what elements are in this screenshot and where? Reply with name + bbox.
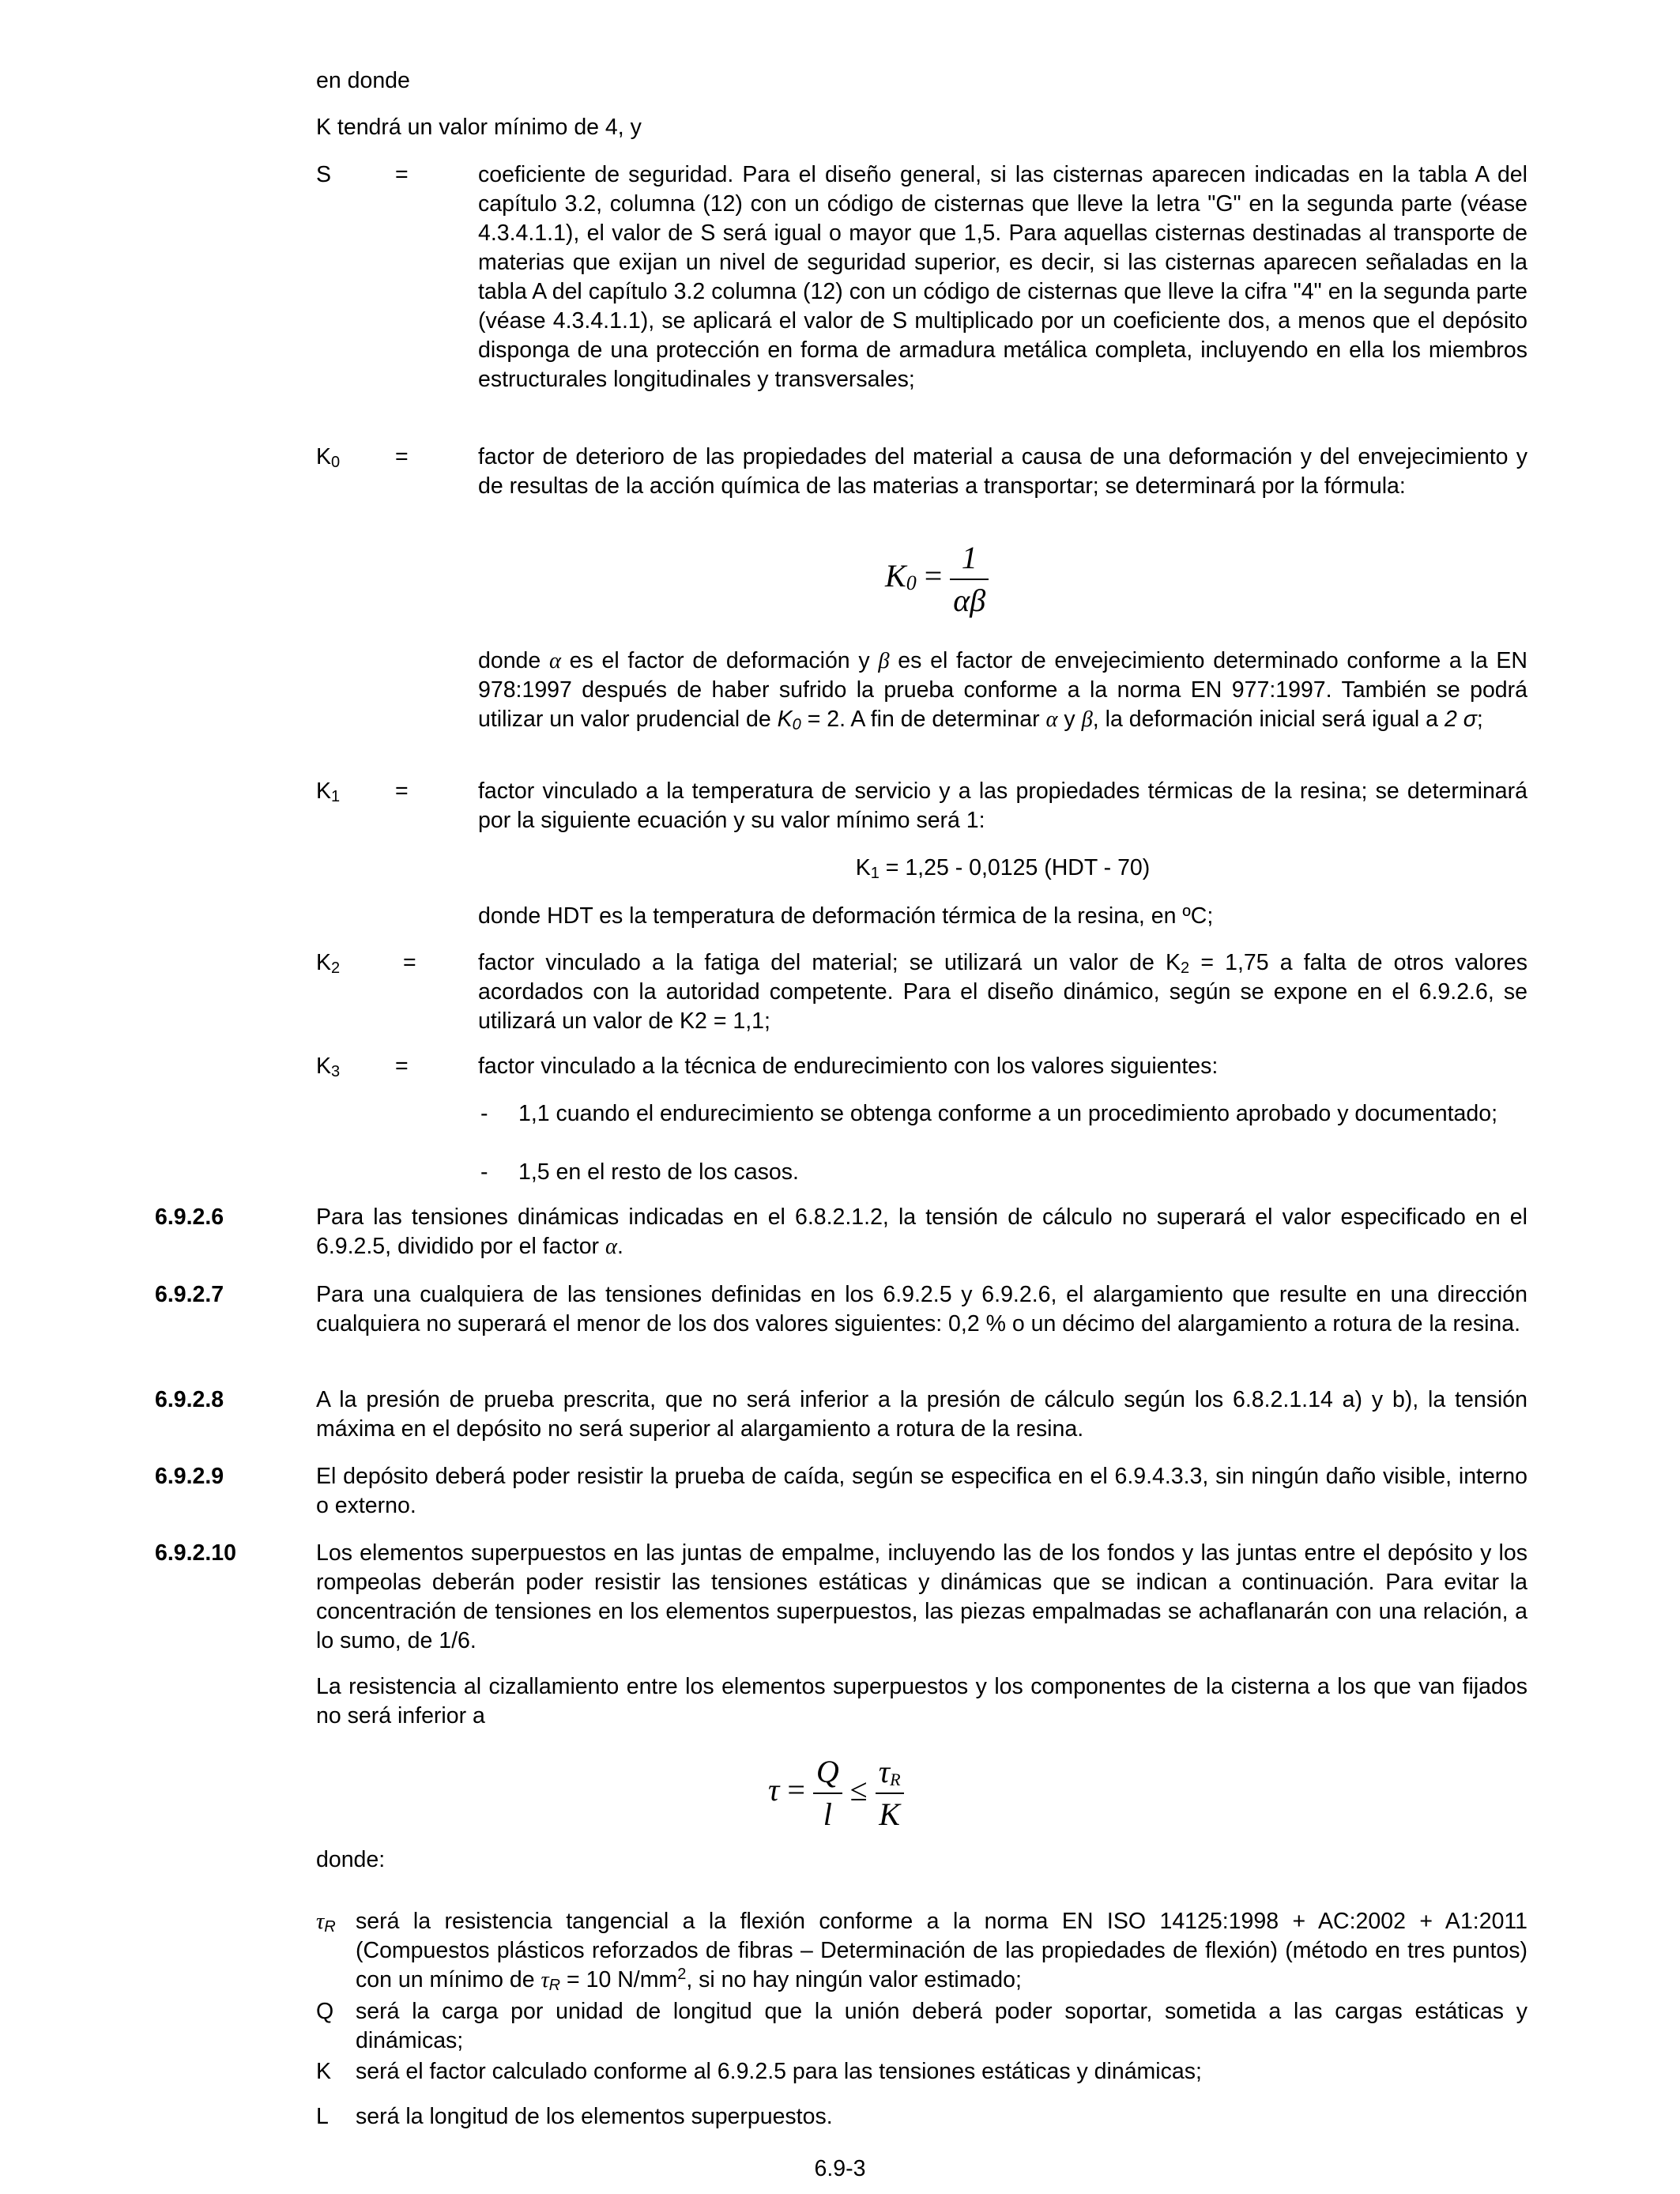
formula-shear: τ = $\frac{Q}{l}$ ≤ $\frac{\tau_R}{K}$ [768,1751,904,1835]
def-equals-k0: = [395,444,409,469]
bullet-dash: - [480,1101,488,1126]
def-symbol-l: L [316,2104,329,2129]
section-number-6928: 6.9.2.8 [155,1387,224,1412]
def-text-q: será la carga por unidad de longitud que la unión deberá poder soportar, sometida a las cargas estáticas y dinámicas; [356,1999,1527,2053]
def-symbol-k0: $K_0$ [316,444,341,471]
def-text-l: será la longitud de los elementos superpuestos. [356,2104,833,2129]
def-symbol-k2: $K_2$ [316,950,341,977]
def-symbol-k3: $K_3$ [316,1054,341,1080]
section-text-6926: Para las tensiones dinámicas indicadas en el 6.8.2.1.2, la tensión de cálculo no superará el valor especificado en el 6.9.2.5, dividido por el factor α. [316,1204,1527,1259]
def-symbol-s: S [316,162,332,187]
intro-en-donde: en donde [316,68,410,93]
page-number: 6.9-3 [814,2156,866,2181]
def-text-k: será el factor calculado conforme al 6.9.2.5 para las tensiones estáticas y dinámicas; [356,2059,1202,2084]
def-text-s: coeficiente de seguridad. Para el diseño general, si las cisternas aparecen indicadas en la tabla A del capítulo 3.2, columna (12) con un código de cisternas que lleve la letra "G" en la segunda parte (véase 4.3.4.1.1), el valor de S será igual o mayor que 1,5. Para aquellas cisternas destinadas al transporte de materias que exijan un nivel de seguridad superior, es decir, si las cisternas aparecen señaladas en la tabla A del capítulo 3.2 columna (12) con un código de cisternas que lleve la cifra "4" en la segunda parte (véase 4.3.4.1.1), se aplicará el valor de S multiplicado por un coeficiente dos, a menos que el depósito disponga de una protección en forma de armadura metálica completa, incluyendo en ella los miembros estructurales longitudinales y transversales; [478,162,1527,392]
def-equals-s: = [395,162,409,187]
def-text-k3: factor vinculado a la técnica de endurecimiento con los valores siguientes: [478,1054,1219,1079]
def-symbol-q: Q [316,1999,334,2024]
def-symbol-k1: $K_1$ [316,778,341,805]
section-number-6926: 6.9.2.6 [155,1204,224,1230]
donde-label: donde: [316,1847,386,1872]
section-text-6929: El depósito deberá poder resistir la prueba de caída, según se especifica en el 6.9.4.3.3, sin ningún daño visible, interno o externo. [316,1464,1527,1518]
def-text-k1: factor vinculado a la temperatura de servicio y a las propiedades térmicas de la resina; se determinará por la siguiente ecuación y su valor mínimo será 1: [478,778,1527,833]
def-equals-k2: = [403,950,416,975]
def-text-k0: factor de deterioro de las propiedades del material a causa de una deformación y del envejecimiento y de resultas de la acción química de las materias a transportar; se determinará por la fórmula: [478,444,1527,499]
def-text-k2: factor vinculado a la fatiga del material; se utilizará un valor de $K_2 = 1,75$ a falta de otros valores acordados con la autoridad competente. Para el diseño dinámico, según se expone en el 6.9.2.6, se utilizará un valor de K2 = 1,1; [478,950,1527,1034]
section-69210-para2: La resistencia al cizallamiento entre los elementos superpuestos y los componentes de la cisterna a los que van fijados no será inferior a [316,1674,1527,1728]
def-equals-k1: = [395,778,409,804]
equation-k1: $K_1 = 1,25 - 0,0125$ (HDT - 70) [855,855,1151,882]
formula-k0: $K_0$ = $\frac{1}{\alpha\beta}$ [885,537,989,621]
section-number-6929: 6.9.2.9 [155,1464,224,1489]
def-k0-explanation: donde α es el factor de deformación y β es el factor de envejecimiento determinado conforme a la EN 978:1997 después de haber sufrido la prueba conforme a la norma EN 977:1997. También se podrá utilizar un valor prudencial de $K_0 = 2$. A fin de determinar α y β, la deformación inicial será igual a 2 σ; [478,648,1528,733]
section-text-69210: Los elementos superpuestos en las juntas de empalme, incluyendo las de los fondos y las juntas entre el depósito y los rompeolas deberán poder resistir las tensiones estáticas y dinámicas que se indican a continuación. Para evitar la concentración de tensiones en los elementos superpuestos, las piezas empalmadas se achaflanarán con una relación, a lo sumo, de 1/6. [316,1540,1527,1653]
section-number-6927: 6.9.2.7 [155,1282,224,1307]
def-equals-k3: = [395,1054,409,1079]
section-number-69210: 6.9.2.10 [155,1540,237,1566]
section-text-6928: A la presión de prueba prescrita, que no será inferior a la presión de cálculo según los 6.8.2.1.14 a) y b), la tensión máxima en el depósito no será superior al alargamiento a rotura de la resina. [316,1387,1527,1442]
def-symbol-k: K [316,2059,332,2084]
section-text-6927: Para una cualquiera de las tensiones definidas en los 6.9.2.5 y 6.9.2.6, el alargamiento que resulte en una dirección cualquiera no superará el menor de los dos valores siguientes: 0,2 % o un décimo del alargamiento a rotura de la resina. [316,1282,1527,1336]
def-text-taur: será la resistencia tangencial a la flexión conforme a la norma EN ISO 14125:1998 + AC:2002 + A1:2011 (Compuestos plásticos reforzados de fibras – Determinación de las propiedades de flexión) (método en tres puntos) con un mínimo de $\tau_R = 10$ $N/mm^2$, si no hay ningún valor estimado; [356,1909,1527,1994]
intro-k-minimo: K tendrá un valor mínimo de 4, y [316,115,642,140]
k3-bullet-item: 1,1 cuando el endurecimiento se obtenga conforme a un procedimiento aprobado y documentado; [518,1101,1497,1126]
def-symbol-taur: $\tau_R$ [316,1909,336,1936]
k3-bullet-item: 1,5 en el resto de los casos. [518,1159,799,1185]
k1-hdt-note: donde HDT es la temperatura de deformación térmica de la resina, en ºC; [478,903,1214,929]
bullet-dash: - [480,1159,488,1185]
